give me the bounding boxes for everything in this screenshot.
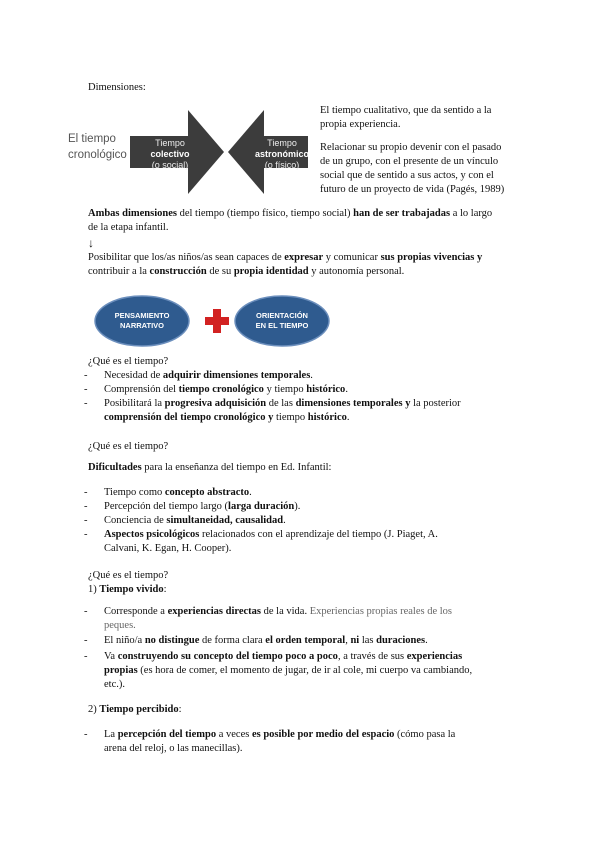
ambas-paragraph: Ambas dimensiones del tiempo (tiempo físico, tiempo social) han de ser trabajadas a lo largo de la etapa infantil. xyxy=(88,208,493,233)
side-paragraph-2: Relacionar su propio devenir con el pasado de un grupo, con el presente de un vínculo social que de sentido a sus actos, y con el futuro de un proyecto de vida (Pagés, 1989) xyxy=(320,142,505,195)
diagram-left-label-1: El tiempo xyxy=(68,133,116,145)
arrow-left-text-1: Tiempo xyxy=(155,138,185,148)
dash-bullet: - xyxy=(84,529,88,540)
oval-right-text-2: EN EL TIEMPO xyxy=(255,321,309,330)
oval-right-text-1: ORIENTACIÓN xyxy=(256,311,308,320)
arrow-left-text-3: (o social) xyxy=(151,160,189,170)
posibilitar-paragraph: Posibilitar que los/as niños/as sean capaces de expresar y comunicar sus propias vivencias y contribuir a la construcción de su propia identidad y autonomía personal. xyxy=(88,252,483,277)
arrow-right-text-3: (o físico) xyxy=(264,160,300,170)
dash-bullet: - xyxy=(84,515,88,526)
list-item: - Aspectos psicológicos relacionados con el aprendizaje del tiempo (J. Piaget, A. Calvani, K. Egan, H. Cooper). xyxy=(84,529,438,554)
arrow-right-text-1: Tiempo xyxy=(267,138,297,148)
list-item: - Comprensión del tiempo cronológico y tiempo histórico. xyxy=(84,384,348,395)
side-paragraph-1: El tiempo cualitativo, que da sentido a la propia experiencia. xyxy=(320,105,492,130)
dificultades-heading: Dificultades para la enseñanza del tiempo en Ed. Infantil: xyxy=(88,462,332,473)
heading-dimensiones: Dimensiones: xyxy=(88,82,146,93)
dash-bullet: - xyxy=(84,729,88,740)
concept-ovals xyxy=(94,294,334,350)
list-item: - Percepción del tiempo largo (larga duración). xyxy=(84,501,301,512)
down-arrow-icon: ↓ xyxy=(88,236,94,250)
dash-bullet: - xyxy=(84,635,88,646)
diagram-left-label-2: cronológico xyxy=(68,149,127,161)
q2-title: ¿Qué es el tiempo? xyxy=(88,441,169,452)
dash-bullet: - xyxy=(84,501,88,512)
time-dimensions-diagram xyxy=(68,108,316,196)
oval-left-text-2: NARRATIVO xyxy=(119,321,165,330)
tiempo-vivido-heading: 1) Tiempo vivido: xyxy=(88,584,167,595)
q3-title: ¿Qué es el tiempo? xyxy=(88,570,169,581)
list-item: - Corresponde a experiencias directas de la vida. Experiencias propias reales de los peques. xyxy=(84,606,452,631)
dash-bullet: - xyxy=(84,370,88,381)
dash-bullet: - xyxy=(84,398,88,409)
list-item: - Va construyendo su concepto del tiempo poco a poco, a través de sus experiencias propias (es hora de comer, el momento de jugar, de ir al cole, mi cuerpo va cambiando, etc.). xyxy=(84,651,473,690)
dash-bullet: - xyxy=(84,487,88,498)
tiempo-percibido-heading: 2) Tiempo percibido: xyxy=(88,704,182,715)
q1-title: ¿Qué es el tiempo? xyxy=(88,356,169,367)
list-item: - Posibilitará la progresiva adquisición de las dimensiones temporales y la posterior comprensión del tiempo cronológico y tiempo histórico. xyxy=(84,398,461,423)
list-item: - El niño/a no distingue de forma clara el orden temporal, ni las duraciones. xyxy=(84,635,428,646)
oval-left-text-1: PENSAMIENTO xyxy=(114,311,170,320)
dash-bullet: - xyxy=(84,606,88,617)
dash-bullet: - xyxy=(84,384,88,395)
arrow-right-text-2: astronómico xyxy=(254,149,310,159)
list-item: - La percepción del tiempo a veces es posible por medio del espacio (cómo pasa la arena del reloj, o las manecillas). xyxy=(84,729,456,754)
list-item: - Tiempo como concepto abstracto. xyxy=(84,487,252,498)
list-item: - Necesidad de adquirir dimensiones temporales. xyxy=(84,370,313,381)
plus-icon xyxy=(205,309,229,333)
arrow-left-text-2: colectivo xyxy=(150,149,190,159)
dash-bullet: - xyxy=(84,651,88,662)
list-item: - Conciencia de simultaneidad, causalidad. xyxy=(84,515,286,526)
